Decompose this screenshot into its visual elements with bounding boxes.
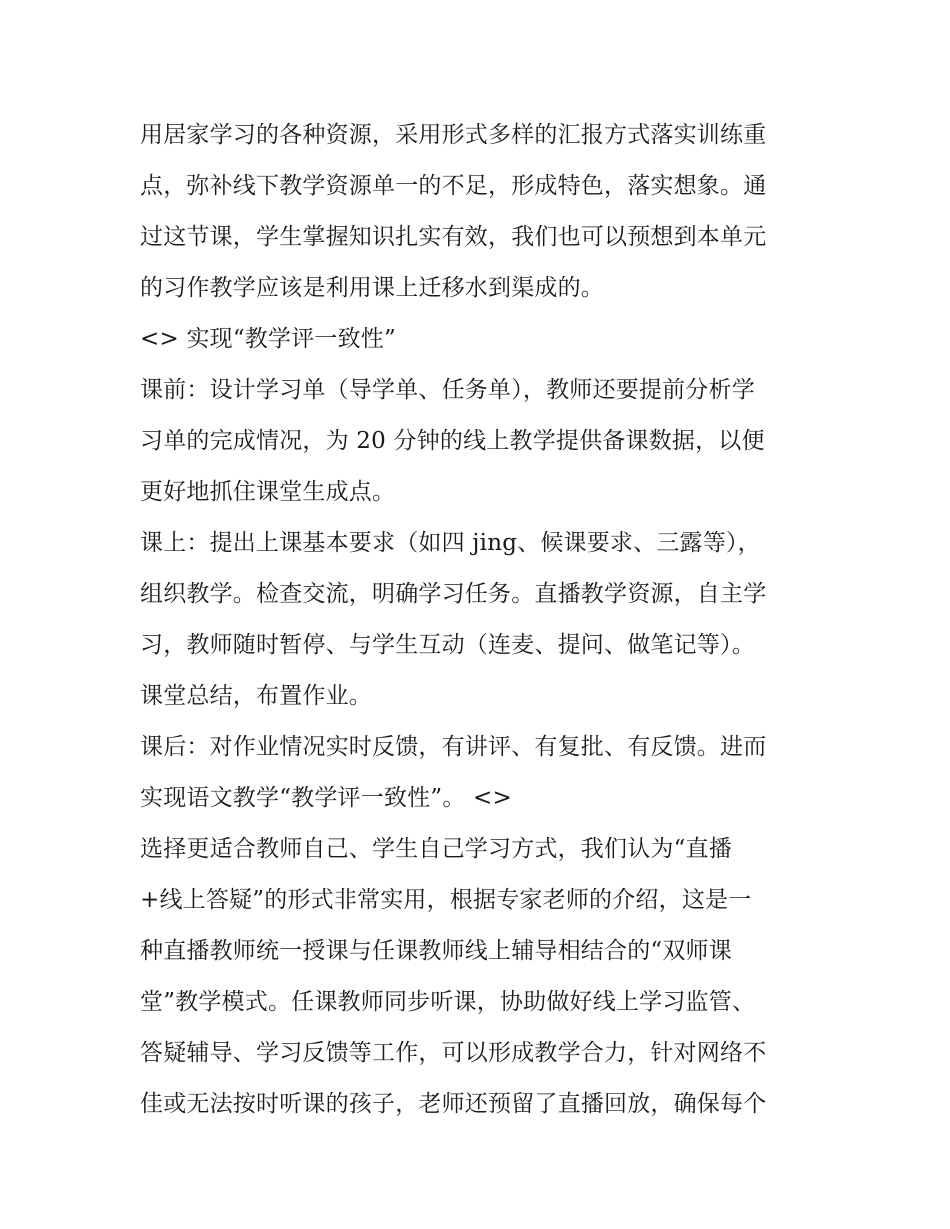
text-line: 习，教师随时暂停、与学生互动（连麦、提问、做笔记等）。 [140,632,755,658]
body-text [140,110,820,1130]
text-line: 点，弥补线下教学资源单一的不足，形成特色，落实想象。通 [140,173,767,199]
text-line: 佳或无法按时听课的孩子，老师还预留了直播回放，确保每个 [140,1091,767,1117]
text-line: +线上答疑”的形式非常实用，根据专家老师的介绍，这是一 [140,887,752,913]
text-line: 更好地抓住课堂生成点。 [140,479,396,505]
text-line: 课上：提出上课基本要求（如四 jing、候课要求、三露等）， [140,530,761,556]
text-line: 的习作教学应该是利用课上迁移水到渠成的。 [140,275,604,301]
text-line: 堂”教学模式。任课教师同步听课，协助做好线上学习监管、 [140,989,756,1015]
section-heading: <> 实现“教学评一致性” [140,326,396,352]
text-line: 用居家学习的各种资源，采用形式多样的汇报方式落实训练重 [140,122,767,148]
text-line: 课堂总结，布置作业。 [140,683,372,709]
text-line: 过这节课，学生掌握知识扎实有效，我们也可以预想到本单元 [140,224,767,250]
text-line: 课前：设计学习单（导学单、任务单），教师还要提前分析学 [140,377,755,403]
text-line: 课后：对作业情况实时反馈，有讲评、有复批、有反馈。进而 [140,734,767,760]
text-line: 实现语文教学“教学评一致性”。 <> [140,785,512,811]
text-line: 答疑辅导、学习反馈等工作，可以形成教学合力，针对网络不 [140,1040,767,1066]
text-line: 组织教学。检查交流，明确学习任务。直播教学资源，自主学 [140,581,767,607]
text-line: 选择更适合教师自己、学生自己学习方式，我们认为“直播 [140,836,732,862]
text-line: 习单的完成情况，为 20 分钟的线上教学提供备课数据，以便 [140,428,765,454]
text-line: 种直播教师统一授课与任课教师线上辅导相结合的“双师课 [140,938,732,964]
